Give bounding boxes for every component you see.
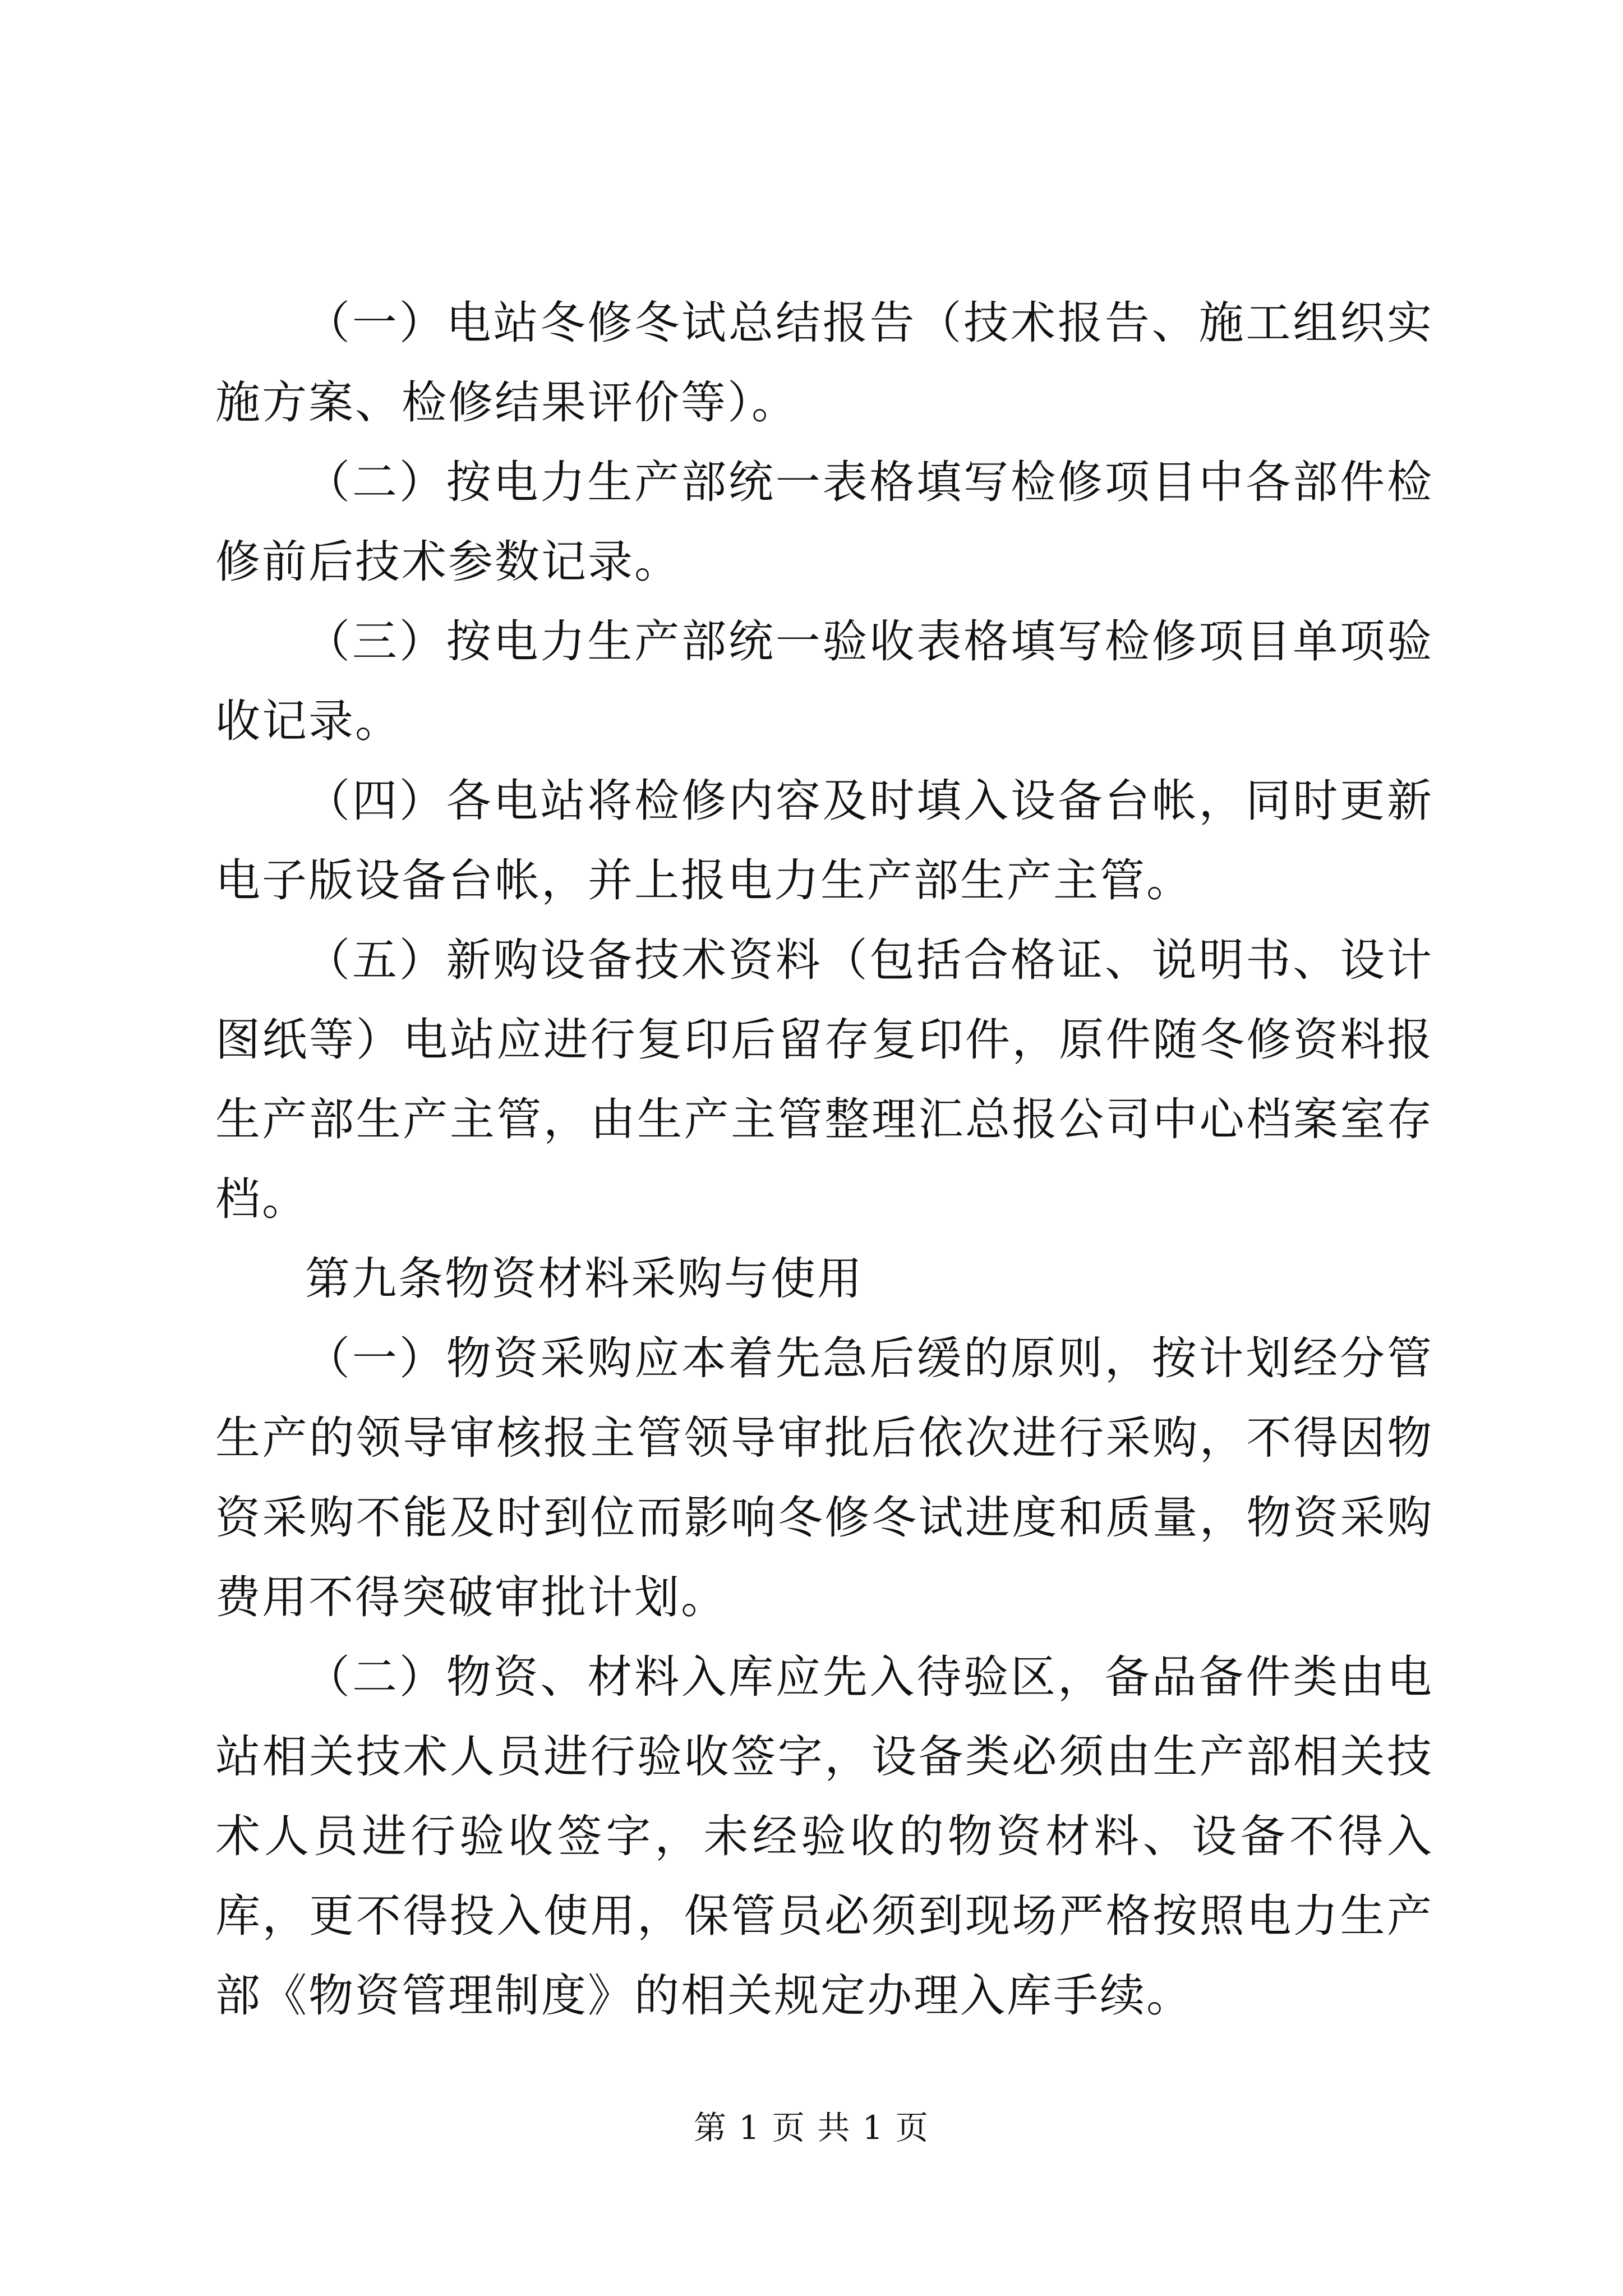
paragraph-1: （一）电站冬修冬试总结报告（技术报告、施工组织实施方案、检修结果评价等）。 [215,297,1433,429]
section-heading-article-9: 第九条物资材料采购与使用 [305,1253,864,1305]
paragraph-7: （二）物资、材料入库应先入待验区，备品备件类由电站相关技术人员进行验收签字，设备类必须由生产部相关技术人员进行验收签字，未经验收的物资材料、设备不得入库，更不得投入使用，保管员必须到现场严格按照电力生产部《物资管理制度》的相关规定办理入库手续。 [215,1651,1433,2022]
paragraph-6: （一）物资采购应本着先急后缓的原则，按计划经分管生产的领导审核报主管领导审批后依次进行采购，不得因物资采购不能及时到位而影响冬修冬试进度和质量，物资采购费用不得突破审批计划。 [215,1332,1433,1623]
paragraph-5: （五）新购设备技术资料（包括合格证、说明书、设计图纸等）电站应进行复印后留存复印件，原件随冬修资料报生产部生产主管，由生产主管整理汇总报公司中心档案室存档。 [215,934,1433,1225]
paragraph-4: （四）各电站将检修内容及时填入设备台帐，同时更新电子版设备台帐，并上报电力生产部生产主管。 [215,775,1433,907]
page-footer: 第 1 页 共 1 页 [694,2109,929,2147]
paragraph-2: （二）按电力生产部统一表格填写检修项目中各部件检修前后技术参数记录。 [215,456,1433,588]
paragraph-3: （三）按电力生产部统一验收表格填写检修项目单项验收记录。 [215,615,1433,747]
document-body [215,283,1433,2036]
